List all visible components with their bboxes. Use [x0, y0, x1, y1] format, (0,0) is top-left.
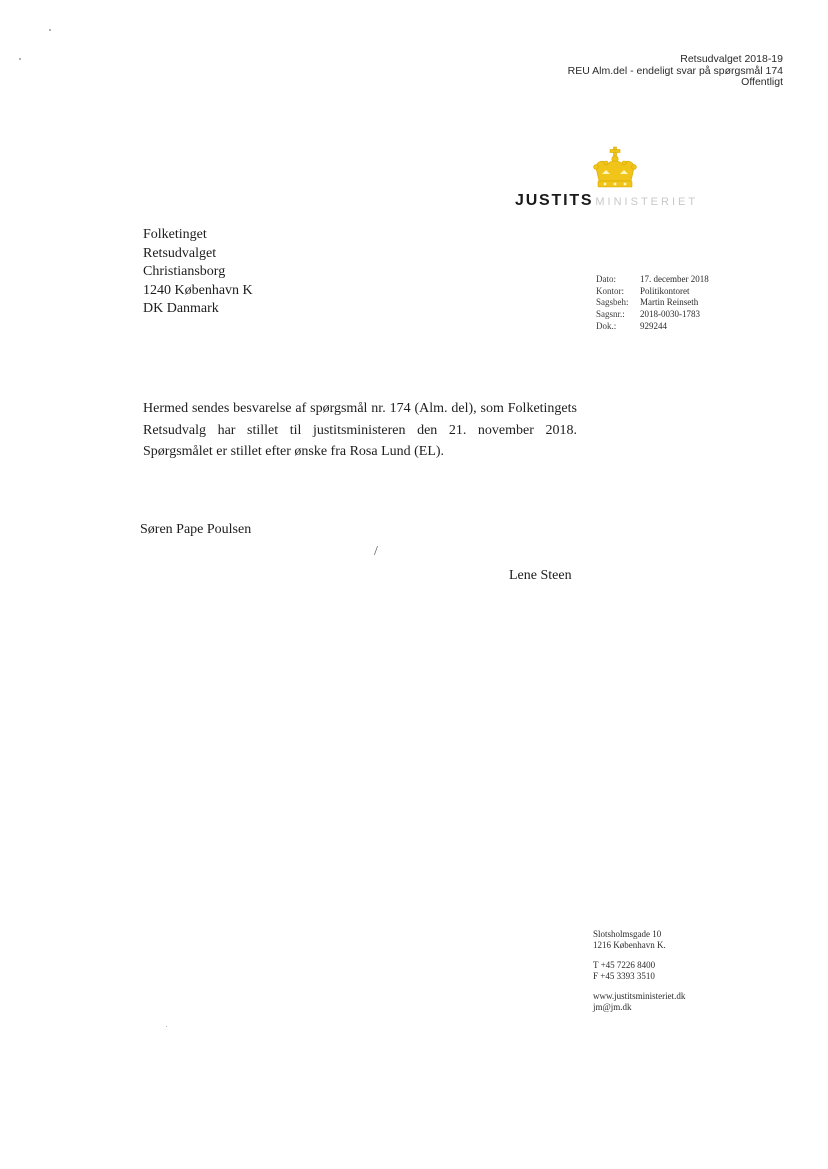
scan-speck	[19, 58, 21, 60]
recipient-line: 1240 København K	[143, 282, 253, 298]
recipient-line: Folketinget	[143, 227, 207, 242]
footer-email: jm@jm.dk	[593, 1002, 632, 1012]
recipient-address	[143, 226, 253, 319]
meta-value: 2018-0030-1783	[640, 309, 700, 320]
recipient-line: Christiansborg	[143, 264, 226, 279]
logo-light-text: MINISTERIET	[595, 196, 699, 208]
scan-speck	[166, 1026, 167, 1027]
meta-row	[596, 274, 709, 286]
document-meta	[596, 274, 709, 333]
meta-value: 929244	[640, 320, 667, 331]
footer-phone: T +45 7226 8400	[593, 960, 656, 970]
meta-row	[596, 297, 709, 309]
footer-address-city: 1216 København K.	[593, 940, 666, 950]
footer-spacer	[593, 982, 685, 991]
meta-label: Kontor:	[596, 285, 624, 296]
meta-label: Sagsnr.:	[596, 309, 625, 320]
signature-separator: /	[374, 544, 378, 559]
meta-label: Sagsbeh:	[596, 297, 629, 308]
stamp-committee: Retsudvalget 2018-19	[680, 53, 783, 65]
logo-bold-text: JUSTITS	[515, 192, 594, 209]
official-signature: Lene Steen	[509, 568, 572, 583]
ministry-logo	[515, 192, 698, 210]
footer-address-street: Slotsholmsgade 10	[593, 929, 662, 939]
recipient-line: DK Danmark	[143, 301, 219, 316]
meta-value: Martin Reinseth	[640, 297, 699, 308]
meta-label: Dato:	[596, 274, 616, 284]
footer-fax: F +45 3393 3510	[593, 971, 655, 981]
meta-value: Politikontoret	[640, 285, 690, 296]
footer-spacer	[593, 951, 685, 960]
meta-row	[596, 321, 709, 333]
document-stamp	[568, 54, 783, 89]
meta-row	[596, 286, 709, 298]
scan-speck	[49, 29, 51, 31]
recipient-line: Retsudvalget	[143, 245, 217, 261]
letter-body: Hermed sendes besvarelse af spørgsmål nr. 174 (Alm. del), som Folketingets Retsudvalg har stillet til justitsministeren den 21. november 2018. Spørgsmålet er stillet efter ønske fra Rosa Lund (EL).	[143, 401, 577, 459]
stamp-status: Offentligt	[741, 76, 783, 88]
contact-footer	[593, 929, 685, 1013]
footer-website: www.justitsministeriet.dk	[593, 991, 686, 1001]
meta-value: 17. december 2018	[640, 274, 709, 284]
minister-signature: Søren Pape Poulsen	[140, 522, 252, 537]
crown-icon	[590, 146, 640, 192]
meta-row	[596, 309, 709, 321]
stamp-reference: REU Alm.del - endeligt svar på spørgsmål 174	[567, 64, 783, 77]
meta-label: Dok.:	[596, 320, 617, 331]
